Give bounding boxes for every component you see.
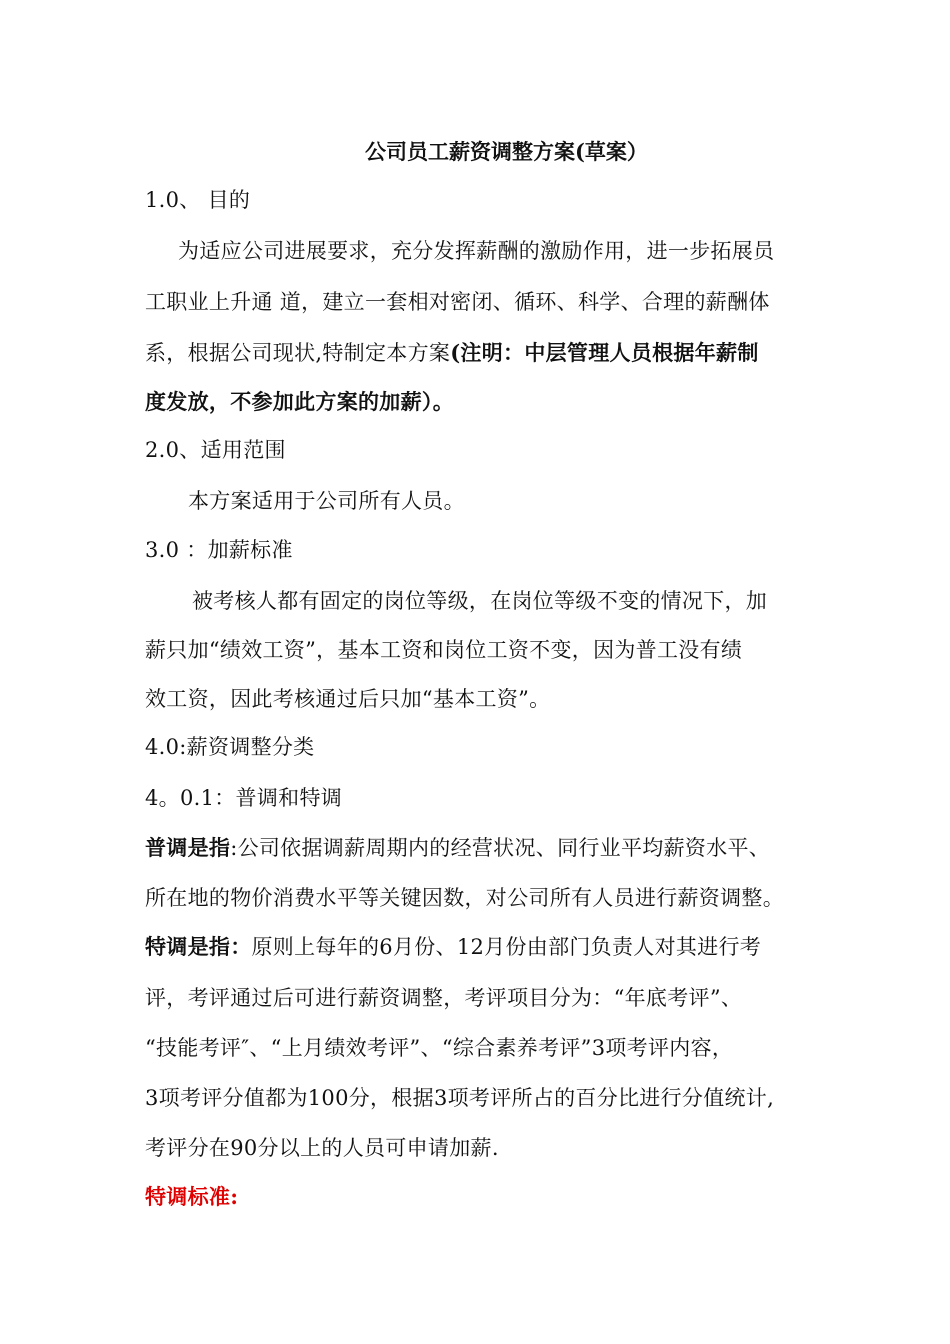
section-1-note-bold-line-2: 度发放，不参加此方案的加薪）。 [145,389,454,414]
tetiao-line-5: 考评分在90分以上的人员可申请加薪. [145,1136,499,1160]
section-1-paragraph-line-1: 为适应公司进展要求，充分发挥薪酬的激励作用，进一步拓展员 [178,239,775,263]
section-1-paragraph-line-2: 工职业上升通 道，建立一套相对密闭、循环、科学、合理的薪酬体 [145,290,770,314]
tetiao-line-3: “技能考评″、“上月绩效考评”、“综合素养考评”3项考评内容， [145,1036,734,1060]
tetiao-standard-heading: 特调标准: [145,1184,239,1209]
section-3-paragraph-line-3: 效工资，因此考核通过后只加“基本工资”。 [145,687,551,711]
section-4-heading: 4.0:薪资调整分类 [145,735,315,759]
section-2-paragraph: 本方案适用于公司所有人员。 [188,489,465,513]
putiao-line-1 [145,833,770,863]
section-1-paragraph-line-3 [145,338,759,368]
section-3-paragraph-line-2: 薪只加“绩效工资”，基本工资和岗位工资不变，因为普工没有绩 [145,638,743,662]
section-3-heading: 3.0 ：加薪标准 [145,538,293,562]
section-1-note-bold: (注明：中层管理人员根据年薪制 [450,340,759,365]
tetiao-label: 特调是指： [145,934,252,959]
section-4-subheading: 4。0.1：普调和特调 [145,786,343,810]
tetiao-line-1 [145,932,761,962]
section-2-heading: 2.0、适用范围 [145,438,286,462]
section-1-heading: 1.0、 目的 [145,188,251,212]
document-title: 公司员工薪资调整方案(草案） [365,139,648,164]
tetiao-line-2: 评，考评通过后可进行薪资调整，考评项目分为：“年底考评”、 [145,986,743,1010]
section-3-paragraph-line-1: 被考核人都有固定的岗位等级，在岗位等级不变的情况下，加 [192,589,768,613]
tetiao-line-4: 3项考评分值都为100分，根据3项考评所占的百分比进行分值统计, [145,1086,775,1110]
putiao-line-2: 所在地的物价消费水平等关键因数，对公司所有人员进行薪资调整。 [145,886,784,910]
tetiao-text: 原则上每年的6月份、12月份由部门负责人对其进行考 [251,935,762,959]
section-1-paragraph-text: 系，根据公司现状,特制定本方案 [145,341,451,365]
putiao-text: :公司依据调薪周期内的经营状况、同行业平均薪资水平、 [230,836,771,860]
putiao-label: 普调是指 [145,835,231,860]
